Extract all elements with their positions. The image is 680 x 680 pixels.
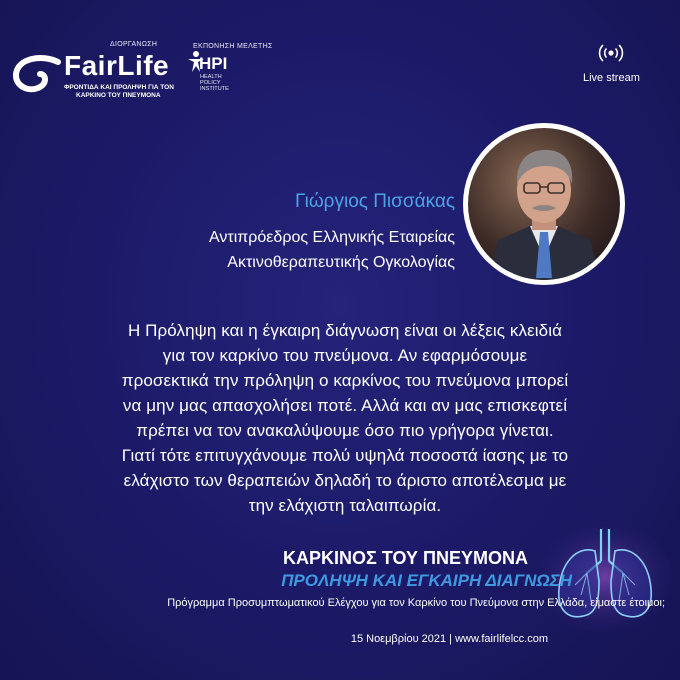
fairlife-logo (12, 50, 177, 98)
broadcast-icon[interactable] (598, 43, 624, 63)
fairlife-tagline-1: ΦΡΟΝΤΙΔΑ ΚΑΙ ΠΡΟΛΗΨΗ ΓΙΑ ΤΟΝ (64, 84, 174, 91)
quote-line: προσεκτικά την πρόληψη ο καρκίνος του πνεύμονα μπορεί (121, 371, 569, 390)
quote-line: για τον καρκίνο του πνεύμονα. Αν εφαρμόσουμε (162, 346, 528, 365)
speaker-portrait-image (468, 128, 620, 280)
quote-line: ελάχιστο των θεραπειών δηλαδή το άριστο αποτέλεσμα με (123, 471, 567, 490)
speaker-photo (463, 123, 625, 285)
speaker-role-line-1: Αντιπρόεδρος Ελληνικής Εταιρείας (209, 229, 455, 246)
fairlife-wordmark: FairLife (64, 50, 170, 81)
quote-line: να μην μας απασχολήσει ποτέ. Αλλά και αν μας επισκεφτεί (122, 396, 568, 415)
quote-line: πρέπει να τον ανακαλύψουμε όσο πιο γρήγορα γίνεται. (136, 421, 554, 440)
study-label: ΕΚΠΟΝΗΣΗ ΜΕΛΕΤΗΣ (193, 43, 273, 50)
organizer-label: ΔΙΟΡΓΑΝΩΣΗ (110, 41, 158, 48)
hpi-wordmark: HPI (199, 54, 228, 73)
hpi-sub-1: HEALTH (200, 74, 222, 80)
speaker-quote (40, 318, 650, 518)
speaker-name: Γιώργιος Πισσάκας (294, 191, 455, 212)
quote-line: Η Πρόληψη και η έγκαιρη διάγνωση είναι οι λέξεις κλειδιά (127, 321, 563, 340)
hpi-sub-3: INSTITUTE (200, 86, 229, 92)
quote-line: την ελάχιστη ταλαιπωρία. (248, 496, 442, 515)
campaign-title: ΚΑΡΚΙΝΟΣ ΤΟΥ ΠΝΕΥΜΟΝΑ (283, 548, 528, 568)
quote-line: Γιατί τότε επιτυγχάνουμε πολύ υψηλά ποσοστά ίασης με το (121, 446, 569, 465)
date-and-website[interactable]: 15 Νοεμβρίου 2021 | www.fairlifelcc.com (350, 633, 548, 645)
hpi-logo (186, 48, 246, 106)
speaker-role-line-2: Ακτινοθεραπευτικής Ογκολογίας (227, 254, 455, 271)
fairlife-swirl-icon (12, 52, 62, 96)
hpi-sub-2: POLICY (200, 80, 221, 86)
campaign-subtitle: ΠΡΟΛΗΨΗ ΚΑΙ ΕΓΚΑΙΡΗ ΔΙΑΓΝΩΣΗ (281, 571, 572, 590)
fairlife-tagline-2: ΚΑΡΚΙΝΟ ΤΟΥ ΠΝΕΥΜΟΝΑ (76, 92, 161, 99)
live-stream-label[interactable]: Live stream (583, 72, 640, 84)
program-description: Πρόγραμμα Προσυμπτωματικού Ελέγχου για τον Καρκίνο του Πνεύμονα στην Ελλάδα, είμαστε έτοιμοι; (167, 597, 665, 609)
